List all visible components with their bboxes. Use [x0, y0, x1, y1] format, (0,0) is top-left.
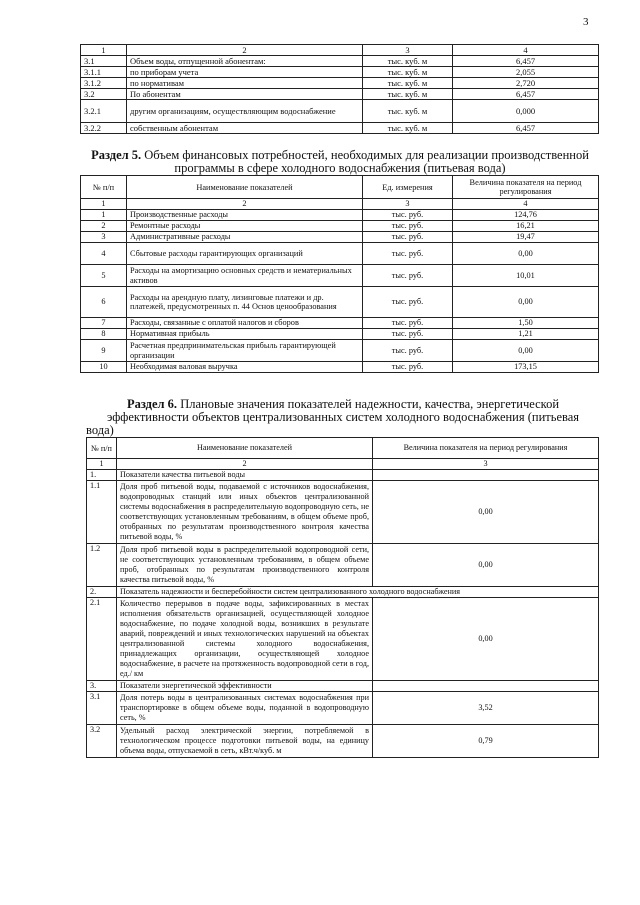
row-name: Ремонтные расходы — [127, 221, 363, 232]
table-row — [81, 67, 599, 78]
row-num: 5 — [81, 265, 127, 287]
group-name: Показатель надежности и бесперебойности систем централизованного холодного водоснабжения — [117, 587, 599, 598]
row-value: 173,15 — [453, 362, 599, 373]
table-row — [81, 123, 599, 134]
group-name: Показатели качества питьевой воды — [117, 470, 373, 481]
row-value: 124,76 — [453, 210, 599, 221]
table-row — [81, 56, 599, 67]
col-number: 2 — [117, 459, 373, 470]
row-name: По абонентам — [127, 89, 363, 100]
row-unit: тыс. руб. — [363, 318, 453, 329]
row-value: 0,000 — [453, 100, 599, 123]
row-value: 6,457 — [453, 89, 599, 100]
row-unit: тыс. руб. — [363, 287, 453, 318]
section5-title-text: Объем финансовых потребностей, необходимых для реализации производственной программы в сфере холодного водоснабжения (питьевая вода) — [141, 148, 589, 175]
water-volume-table — [80, 44, 599, 134]
col-number: 3 — [363, 199, 453, 210]
table-row — [81, 243, 599, 265]
page-number: 3 — [583, 16, 589, 28]
table-row — [81, 265, 599, 287]
row-name: Доля потерь воды в централизованных системах водоснабжения при транспортировке в общем объеме воды, поданной в водопроводную сеть, % — [117, 692, 373, 725]
group-row — [87, 681, 599, 692]
row-value: 19,47 — [453, 232, 599, 243]
row-name: Сбытовые расходы гарантирующих организаций — [127, 243, 363, 265]
table-row — [87, 598, 599, 681]
row-unit: тыс. руб. — [363, 232, 453, 243]
row-value: 0,00 — [373, 598, 599, 681]
row-num: 3.2 — [87, 725, 117, 758]
row-num: 3.1 — [81, 56, 127, 67]
col-header: Ед. измерения — [363, 176, 453, 199]
row-value: 2,055 — [453, 67, 599, 78]
section6-title — [86, 398, 600, 437]
row-num: 1. — [87, 470, 117, 481]
table-header-row — [81, 176, 599, 199]
col-header: Наименование показателей — [117, 438, 373, 459]
row-num: 7 — [81, 318, 127, 329]
table-row — [81, 78, 599, 89]
col-number: 1 — [81, 45, 127, 56]
row-num: 3.1.1 — [81, 67, 127, 78]
row-name: Количество перерывов в подаче воды, зафиксированных в местах исполнения обязательств организацией, осуществляющей холодное водоснабжение, по подаче холодной воды, возникших в результате аварий, повреждений и иных технологических нарушений на объектах централизованной системы холодного водоснабжения, принадлежащих организации, осуществляющей холодное водоснабжение, в расчете на протяженность водопроводной сети в год, ед./ км — [117, 598, 373, 681]
row-num: 8 — [81, 329, 127, 340]
row-num: 3.2.2 — [81, 123, 127, 134]
col-numbers-row — [87, 459, 599, 470]
table-row — [81, 362, 599, 373]
row-num: 3. — [87, 681, 117, 692]
row-num: 3.1.2 — [81, 78, 127, 89]
table-row — [81, 210, 599, 221]
row-value: 6,457 — [453, 56, 599, 67]
row-unit: тыс. куб. м — [363, 67, 453, 78]
col-header: № п/п — [87, 438, 117, 459]
col-header: Наименование показателей — [127, 176, 363, 199]
row-value: 2,720 — [453, 78, 599, 89]
row-unit: тыс. куб. м — [363, 123, 453, 134]
table-header-row — [87, 438, 599, 459]
row-unit: тыс. руб. — [363, 362, 453, 373]
row-num: 3.2 — [81, 89, 127, 100]
row-name: другим организациям, осуществляющим водоснабжение — [127, 100, 363, 123]
reliability-indicators-table — [86, 437, 599, 758]
col-number: 3 — [363, 45, 453, 56]
table-row — [81, 100, 599, 123]
row-value: 1,50 — [453, 318, 599, 329]
col-number: 4 — [453, 199, 599, 210]
col-header: № п/п — [81, 176, 127, 199]
section6-title-last: вода) — [86, 423, 114, 437]
row-name: Необходимая валовая выручка — [127, 362, 363, 373]
row-name: по нормативам — [127, 78, 363, 89]
row-unit: тыс. руб. — [363, 329, 453, 340]
col-number: 1 — [87, 459, 117, 470]
row-name: по приборам учета — [127, 67, 363, 78]
group-row — [87, 587, 599, 598]
row-num: 2 — [81, 221, 127, 232]
section5-title-bold: Раздел 5. — [91, 148, 142, 162]
row-unit: тыс. куб. м — [363, 56, 453, 67]
col-number: 1 — [81, 199, 127, 210]
col-number: 2 — [127, 45, 363, 56]
col-number: 2 — [127, 199, 363, 210]
row-name: Расходы на амортизацию основных средств и нематериальных активов — [127, 265, 363, 287]
row-unit: тыс. руб. — [363, 210, 453, 221]
section6-title-bold: Раздел 6. — [126, 397, 178, 411]
table-row — [87, 692, 599, 725]
row-value: 1,21 — [453, 329, 599, 340]
group-empty — [373, 470, 599, 481]
row-num: 6 — [81, 287, 127, 318]
row-num: 4 — [81, 243, 127, 265]
table-row — [81, 221, 599, 232]
row-value: 16,21 — [453, 221, 599, 232]
row-unit: тыс. куб. м — [363, 78, 453, 89]
row-value: 0,00 — [453, 287, 599, 318]
col-number: 3 — [373, 459, 599, 470]
group-row — [87, 470, 599, 481]
row-num: 1.2 — [87, 544, 117, 587]
col-header: Величина показателя на период регулирования — [373, 438, 599, 459]
financial-needs-table — [80, 175, 599, 373]
row-num: 9 — [81, 340, 127, 362]
table-row — [81, 340, 599, 362]
row-num: 2. — [87, 587, 117, 598]
section5-title — [80, 149, 600, 175]
table-row — [81, 89, 599, 100]
row-unit: тыс. куб. м — [363, 100, 453, 123]
table-row — [87, 544, 599, 587]
row-unit: тыс. куб. м — [363, 89, 453, 100]
table-row — [87, 481, 599, 544]
row-num: 1.1 — [87, 481, 117, 544]
row-unit: тыс. руб. — [363, 243, 453, 265]
table-header-row — [81, 45, 599, 56]
row-value: 0,00 — [453, 243, 599, 265]
row-num: 1 — [81, 210, 127, 221]
table-row — [81, 329, 599, 340]
row-unit: тыс. руб. — [363, 221, 453, 232]
table-row — [81, 232, 599, 243]
col-numbers-row — [81, 199, 599, 210]
row-num: 2.1 — [87, 598, 117, 681]
row-value: 0,00 — [453, 340, 599, 362]
col-number: 4 — [453, 45, 599, 56]
row-name: Объем воды, отпущенной абонентам: — [127, 56, 363, 67]
row-num: 10 — [81, 362, 127, 373]
row-value: 0,79 — [373, 725, 599, 758]
section6-title-text: Плановые значения показателей надежности, качества, энергетической эффективности объектов централизованных систем холодного водоснабжения (питьевая — [106, 397, 580, 424]
row-value: 0,00 — [373, 481, 599, 544]
row-num: 3.1 — [87, 692, 117, 725]
row-name: Доля проб питьевой воды, подаваемой с источников водоснабжения, водопроводных станций или иных объектов централизованной системы водоснабжения в распределительную водопроводную сеть, не соответствующих установленным требованиям, в общем объеме проб, отобранных по результатам производственного контроля качества питьевой воды, % — [117, 481, 373, 544]
row-name: Расходы на арендную плату, лизинговые платежи и др. платежей, предусмотренных п. 44 Основ ценообразования — [127, 287, 363, 318]
table-row — [81, 318, 599, 329]
row-name: Доля проб питьевой воды в распределительной водопроводной сети, не соответствующих установленным требованиям, в общем объеме проб, отобранных по результатам производственного контроля качества питьевой воды, % — [117, 544, 373, 587]
row-num: 3 — [81, 232, 127, 243]
table-row — [87, 725, 599, 758]
row-name: Расходы, связанные с оплатой налогов и сборов — [127, 318, 363, 329]
row-unit: тыс. руб. — [363, 340, 453, 362]
row-name: собственным абонентам — [127, 123, 363, 134]
col-header: Величина показателя на период регулирования — [453, 176, 599, 199]
group-empty — [373, 681, 599, 692]
row-value: 6,457 — [453, 123, 599, 134]
group-name: Показатели энергетической эффективности — [117, 681, 373, 692]
row-value: 0,00 — [373, 544, 599, 587]
row-unit: тыс. руб. — [363, 265, 453, 287]
row-name: Расчетная предпринимательская прибыль гарантирующей организации — [127, 340, 363, 362]
row-name: Административные расходы — [127, 232, 363, 243]
row-name: Производственные расходы — [127, 210, 363, 221]
row-name: Удельный расход электрической энергии, потребляемой в технологическом процессе подготовки питьевой воды, на единицу объема воды, отпускаемой в сеть, кВт.ч/куб. м — [117, 725, 373, 758]
table-row — [81, 287, 599, 318]
row-num: 3.2.1 — [81, 100, 127, 123]
row-value: 10,01 — [453, 265, 599, 287]
row-value: 3,52 — [373, 692, 599, 725]
row-name: Нормативная прибыль — [127, 329, 363, 340]
